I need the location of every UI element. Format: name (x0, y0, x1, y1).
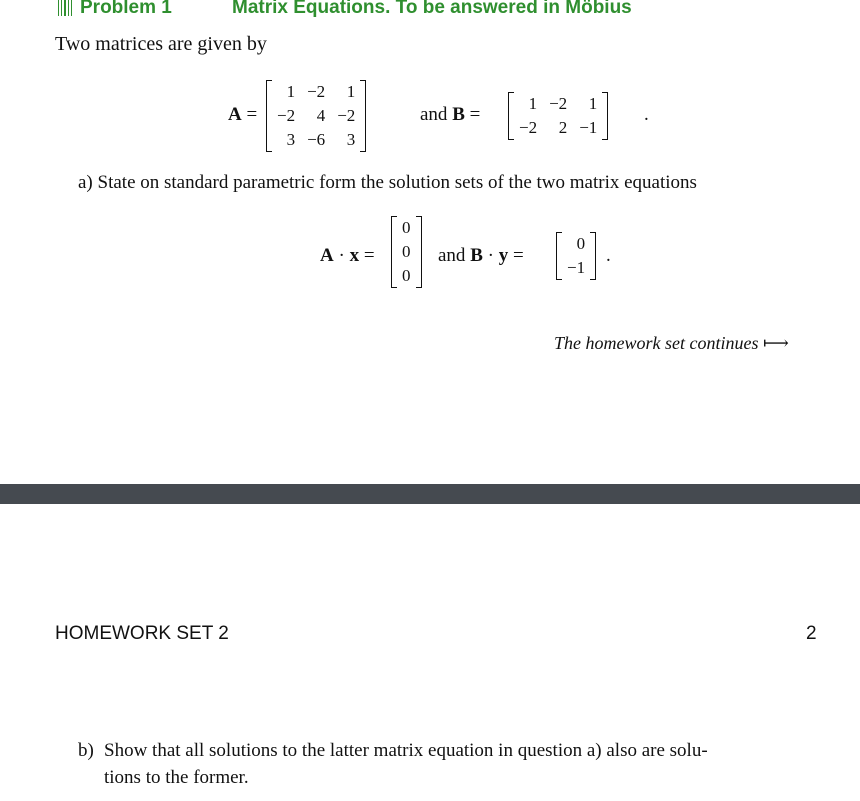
matrix-b-cell: 2 (558, 118, 568, 137)
matrix-b-cell: 1 (588, 94, 598, 113)
matrix-a-cell: 4 (316, 106, 326, 125)
matrix-b-cell: −1 (579, 118, 598, 137)
zero-vector-3 (391, 216, 422, 288)
continues-note: The homework set continues ⟼ (554, 333, 789, 353)
matrix-a-cell: 3 (346, 130, 356, 149)
matrix-b (508, 92, 608, 140)
intro-text: Two matrices are given by (55, 33, 267, 55)
question-a (78, 172, 697, 194)
right-arrow-icon: ⟼ (762, 333, 789, 353)
question-b-line1: Show that all solutions to the latter matrix equation in question a) also are solu- (104, 740, 708, 761)
vector-cell: 0 (402, 242, 411, 261)
matrix-and-text: and B = (420, 104, 481, 125)
vector-cell: 0 (576, 234, 586, 253)
equation-2-lhs: and B · y = (438, 245, 524, 266)
matrix-a-cell: 1 (286, 82, 296, 101)
page-break-divider (0, 484, 860, 504)
question-b-label: b) (78, 740, 94, 761)
vector-cell: 0 (402, 218, 411, 237)
question-a-label: a) (78, 172, 93, 193)
matrix-a-cell: −2 (277, 106, 296, 125)
matrix-a-label: A = (228, 104, 258, 125)
matrix-period: . (644, 104, 649, 125)
matrix-a-cell: 1 (346, 82, 356, 101)
page-number: 2 (806, 623, 817, 644)
question-a-text: State on standard parametric form the solution sets of the two matrix equations (97, 172, 697, 193)
matrix-b-cell: 1 (528, 94, 538, 113)
footer-title: HOMEWORK SET 2 (55, 623, 229, 644)
problem-title: Matrix Equations. To be answered in Möbius (232, 0, 632, 18)
question-b-line2: tions to the former. (104, 767, 249, 788)
matrix-a-cell: −2 (337, 106, 356, 125)
matrix-b-cell: −2 (519, 118, 538, 137)
matrix-a-cell: −6 (307, 130, 326, 149)
matrix-a-cell: 3 (286, 130, 296, 149)
matrix-a-cell: −2 (307, 82, 326, 101)
vector-2 (556, 232, 596, 280)
problem-label: Problem 1 (80, 0, 172, 18)
header-rule-icon (58, 0, 72, 16)
matrix-a (266, 80, 366, 152)
question-b (78, 737, 838, 791)
equation-1-lhs: A · x = (320, 245, 375, 266)
matrix-b-cell: −2 (549, 94, 568, 113)
vector-cell: −1 (567, 258, 586, 277)
equation-period: . (606, 245, 611, 266)
vector-cell: 0 (402, 266, 411, 285)
